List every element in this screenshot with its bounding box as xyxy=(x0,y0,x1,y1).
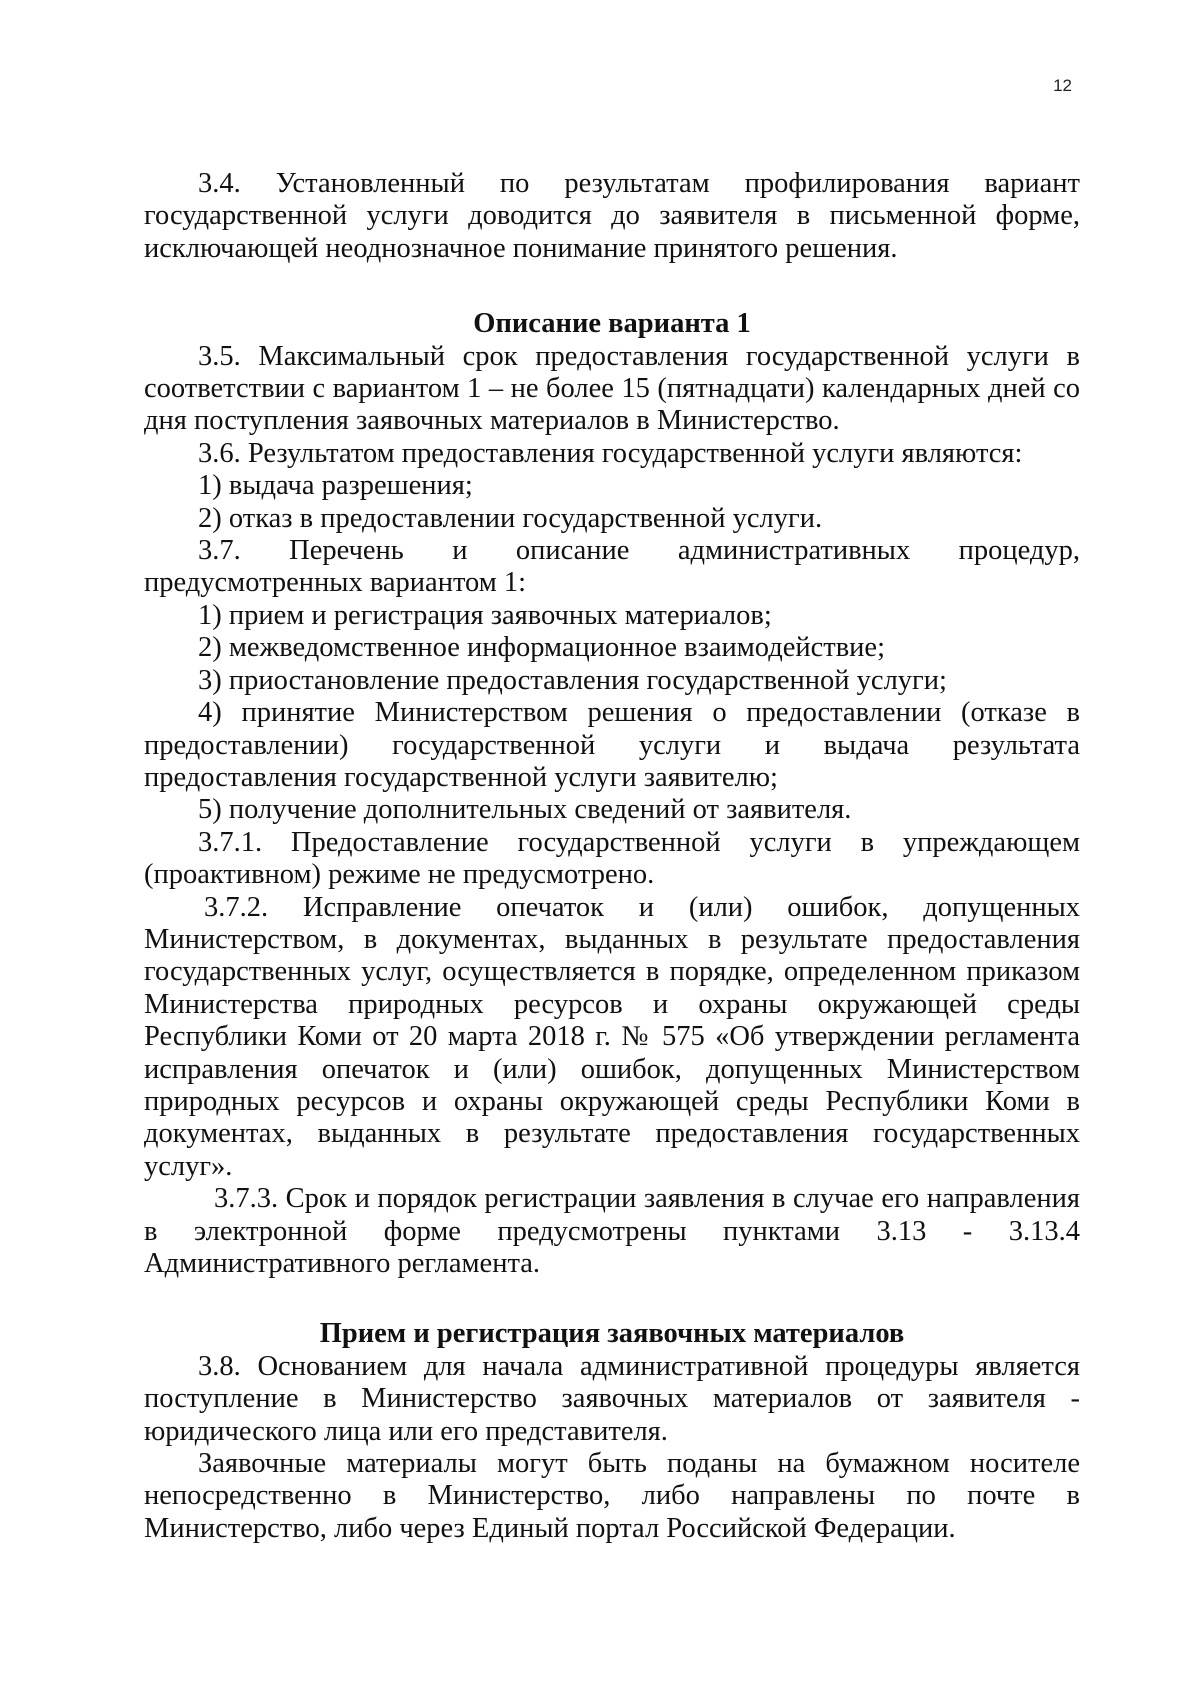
spacer xyxy=(144,1280,1080,1318)
spacer xyxy=(144,265,1080,308)
paragraph-3-7-1: 3.7.1. Предоставление государственной услуги в упреждающем (проактивном) режиме не предусмотрено. xyxy=(144,826,1080,891)
list-item-procedure-4: 4) принятие Министерством решения о предоставлении (отказе в предоставлении) государственной услуги и выдача результата предоставления государственной услуги заявителю; xyxy=(144,697,1080,793)
page-number: 12 xyxy=(1053,76,1072,95)
paragraph-3-7-2: 3.7.2. Исправление опечаток и (или) ошибок, допущенных Министерством, в документах, выданных в результате предоставления государственных услуг, осуществляется в порядке, определенном приказом Министерства природных ресурсов и охраны окружающей среды Республики Коми от 20 марта 2018 г. № 575 «Об утверждении регламента исправления опечаток и (или) ошибок, допущенных Министерством природных ресурсов и охраны окружающей среды Республики Коми в документах, выданных в результате предоставления государственных услуг». xyxy=(144,891,1080,1182)
list-item-result-1: 1) выдача разрешения; xyxy=(198,470,473,502)
document-body xyxy=(144,168,1080,1545)
list-item-procedure-3: 3) приостановление предоставления государственной услуги; xyxy=(198,664,947,696)
paragraph-3-4: 3.4. Установленный по результатам профилирования вариант государственной услуги доводится до заявителя в письменной форме, исключающей неоднозначное понимание принятого решения. xyxy=(144,168,1080,264)
paragraph-3-5: 3.5. Максимальный срок предоставления государственной услуги в соответствии с вариантом 1 – не более 15 (пятнадцати) календарных дней со дня поступления заявочных материалов в Министерство. xyxy=(144,340,1080,437)
paragraph-3-7-3: 3.7.3. Срок и порядок регистрации заявления в случае его направления в электронной форме предусмотрены пунктами 3.13 - 3.13.4 Административного регламента. xyxy=(144,1183,1080,1279)
paragraph-3-6: 3.6. Результатом предоставления государственной услуги являются: xyxy=(198,437,1023,469)
paragraph-3-7: 3.7. Перечень и описание административных процедур, предусмотренных вариантом 1: xyxy=(144,535,1080,599)
list-item-procedure-2: 2) межведомственное информационное взаимодействие; xyxy=(198,632,885,664)
list-item-procedure-5: 5) получение дополнительных сведений от заявителя. xyxy=(198,794,852,826)
list-item-procedure-1: 1) прием и регистрация заявочных материалов; xyxy=(198,599,772,631)
list-item-result-2: 2) отказ в предоставлении государственной услуги. xyxy=(198,502,823,534)
section-heading-reception: Прием и регистрация заявочных материалов xyxy=(319,1318,905,1350)
paragraph-3-8: 3.8. Основанием для начала административной процедуры является поступление в Министерство заявочных материалов от заявителя - юридического лица или его представителя. xyxy=(144,1350,1080,1447)
section-heading-variant-1: Описание варианта 1 xyxy=(473,308,751,340)
paragraph-submission: Заявочные материалы могут быть поданы на бумажном носителе непосредственно в Министерство, либо направлены по почте в Министерство, либо через Единый портал Российской Федерации. xyxy=(144,1448,1080,1544)
